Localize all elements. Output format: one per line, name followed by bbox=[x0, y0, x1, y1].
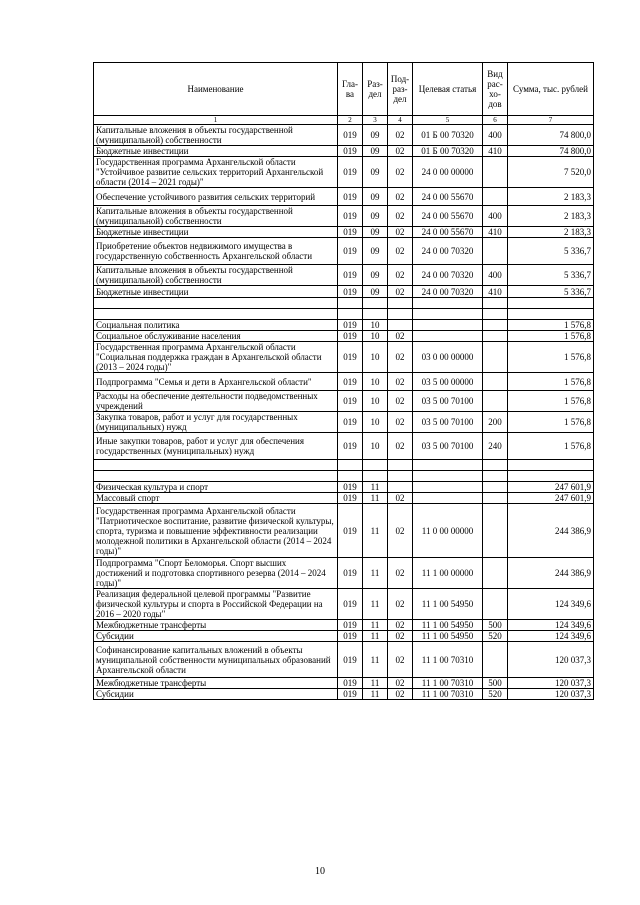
cell-name: Капитальные вложения в объекты государственной (муниципальной) собственности bbox=[94, 265, 338, 286]
cell-subsection: 02 bbox=[388, 342, 413, 373]
cell-section: 09 bbox=[363, 157, 388, 188]
cell-subsection: 02 bbox=[388, 642, 413, 678]
cell-subsection: 02 bbox=[388, 620, 413, 631]
table-row bbox=[94, 331, 594, 342]
table-row bbox=[94, 482, 594, 493]
cell-section: 11 bbox=[363, 504, 388, 558]
spacer-cell bbox=[508, 298, 594, 309]
cell-target: 24 0 00 55670 bbox=[413, 188, 483, 206]
cell-target: 11 1 00 70310 bbox=[413, 642, 483, 678]
cell-sum: 1 576,8 bbox=[508, 433, 594, 460]
cell-target: 01 Б 00 70320 bbox=[413, 125, 483, 146]
cell-chapter: 019 bbox=[338, 238, 363, 265]
spacer-cell bbox=[483, 460, 508, 471]
cell-sum: 2 183,3 bbox=[508, 227, 594, 238]
cell-sum: 5 336,7 bbox=[508, 286, 594, 298]
cell-section: 10 bbox=[363, 412, 388, 433]
cell-subsection: 02 bbox=[388, 631, 413, 642]
cell-name: Иные закупки товаров, работ и услуг для обеспечения государственных (муниципальных) нужд bbox=[94, 433, 338, 460]
cell-sum: 5 336,7 bbox=[508, 265, 594, 286]
cell-target: 24 0 00 55670 bbox=[413, 206, 483, 227]
cell-target: 24 0 00 00000 bbox=[413, 157, 483, 188]
table-row bbox=[94, 642, 594, 678]
cell-section: 11 bbox=[363, 631, 388, 642]
cell-section: 09 bbox=[363, 206, 388, 227]
cell-sum: 2 183,3 bbox=[508, 206, 594, 227]
cell-chapter: 019 bbox=[338, 412, 363, 433]
table-row bbox=[94, 678, 594, 689]
cell-target: 03 5 00 70100 bbox=[413, 412, 483, 433]
cell-target: 03 5 00 00000 bbox=[413, 373, 483, 391]
cell-subsection bbox=[388, 320, 413, 331]
cell-name: Приобретение объектов недвижимого имущества в государственную собственность Архангельской области bbox=[94, 238, 338, 265]
cell-sum: 1 576,8 bbox=[508, 412, 594, 433]
cell-kind bbox=[483, 157, 508, 188]
cell-chapter: 019 bbox=[338, 391, 363, 412]
cell-target: 24 0 00 55670 bbox=[413, 227, 483, 238]
cell-section: 09 bbox=[363, 125, 388, 146]
cell-subsection: 02 bbox=[388, 146, 413, 157]
cell-kind bbox=[483, 373, 508, 391]
table-row bbox=[94, 391, 594, 412]
spacer-cell bbox=[94, 471, 338, 482]
table-row bbox=[94, 558, 594, 589]
table-row bbox=[94, 620, 594, 631]
cell-sum: 74 800,0 bbox=[508, 146, 594, 157]
spacer-cell bbox=[94, 298, 338, 309]
cell-chapter: 019 bbox=[338, 482, 363, 493]
cell-section: 10 bbox=[363, 373, 388, 391]
table-body bbox=[94, 125, 594, 700]
cell-sum: 1 576,8 bbox=[508, 391, 594, 412]
cell-target bbox=[413, 320, 483, 331]
cell-subsection: 02 bbox=[388, 238, 413, 265]
cell-name: Капитальные вложения в объекты государственной (муниципальной) собственности bbox=[94, 125, 338, 146]
table-row bbox=[94, 238, 594, 265]
table-row bbox=[94, 188, 594, 206]
cell-section: 09 bbox=[363, 286, 388, 298]
table-row bbox=[94, 412, 594, 433]
spacer-cell bbox=[338, 471, 363, 482]
cell-section: 09 bbox=[363, 188, 388, 206]
cell-subsection: 02 bbox=[388, 689, 413, 700]
cell-sum: 120 037,3 bbox=[508, 642, 594, 678]
cell-section: 11 bbox=[363, 689, 388, 700]
header-kind: Вид рас-хо-дов bbox=[483, 63, 508, 116]
cell-chapter: 019 bbox=[338, 493, 363, 504]
cell-target: 11 1 00 00000 bbox=[413, 558, 483, 589]
cell-target: 24 0 00 70320 bbox=[413, 286, 483, 298]
spacer-cell bbox=[413, 309, 483, 320]
cell-sum: 74 800,0 bbox=[508, 125, 594, 146]
cell-chapter: 019 bbox=[338, 227, 363, 238]
cell-chapter: 019 bbox=[338, 642, 363, 678]
cell-name: Бюджетные инвестиции bbox=[94, 227, 338, 238]
cell-name: Социальная политика bbox=[94, 320, 338, 331]
cell-name: Капитальные вложения в объекты государственной (муниципальной) собственности bbox=[94, 206, 338, 227]
column-number: 2 bbox=[338, 116, 363, 125]
cell-sum: 1 576,8 bbox=[508, 342, 594, 373]
cell-sum: 1 576,8 bbox=[508, 331, 594, 342]
cell-chapter: 019 bbox=[338, 620, 363, 631]
header-sum: Сумма, тыс. рублей bbox=[508, 63, 594, 116]
spacer-row bbox=[94, 460, 594, 471]
cell-subsection: 02 bbox=[388, 157, 413, 188]
cell-target: 11 0 00 00000 bbox=[413, 504, 483, 558]
table-row bbox=[94, 320, 594, 331]
cell-kind bbox=[483, 642, 508, 678]
spacer-cell bbox=[508, 471, 594, 482]
cell-kind bbox=[483, 391, 508, 412]
table-row bbox=[94, 146, 594, 157]
cell-section: 10 bbox=[363, 433, 388, 460]
column-number: 5 bbox=[413, 116, 483, 125]
cell-kind: 500 bbox=[483, 620, 508, 631]
cell-subsection: 02 bbox=[388, 265, 413, 286]
header-section: Раз-дел bbox=[363, 63, 388, 116]
spacer-row bbox=[94, 471, 594, 482]
cell-kind bbox=[483, 331, 508, 342]
cell-chapter: 019 bbox=[338, 342, 363, 373]
cell-target: 11 1 00 54950 bbox=[413, 620, 483, 631]
cell-chapter: 019 bbox=[338, 206, 363, 227]
table-row bbox=[94, 689, 594, 700]
cell-section: 11 bbox=[363, 678, 388, 689]
cell-subsection bbox=[388, 482, 413, 493]
cell-target: 11 1 00 70310 bbox=[413, 678, 483, 689]
table-row bbox=[94, 504, 594, 558]
cell-name: Субсидии bbox=[94, 689, 338, 700]
cell-subsection: 02 bbox=[388, 412, 413, 433]
spacer-cell bbox=[413, 298, 483, 309]
table-row bbox=[94, 631, 594, 642]
table-row bbox=[94, 433, 594, 460]
cell-target: 24 0 00 70320 bbox=[413, 265, 483, 286]
cell-name: Социальное обслуживание населения bbox=[94, 331, 338, 342]
cell-sum: 247 601,9 bbox=[508, 482, 594, 493]
cell-name: Реализация федеральной целевой программы "Развитие физической культуры и спорта в Российской Федерации на 2016 – 2020 годы" bbox=[94, 589, 338, 620]
table-row bbox=[94, 589, 594, 620]
cell-kind: 520 bbox=[483, 689, 508, 700]
cell-kind: 400 bbox=[483, 125, 508, 146]
cell-sum: 124 349,6 bbox=[508, 620, 594, 631]
cell-chapter: 019 bbox=[338, 331, 363, 342]
cell-kind bbox=[483, 493, 508, 504]
cell-kind bbox=[483, 188, 508, 206]
cell-subsection: 02 bbox=[388, 558, 413, 589]
cell-section: 11 bbox=[363, 493, 388, 504]
cell-kind: 500 bbox=[483, 678, 508, 689]
cell-name: Бюджетные инвестиции bbox=[94, 286, 338, 298]
cell-sum: 120 037,3 bbox=[508, 678, 594, 689]
cell-chapter: 019 bbox=[338, 433, 363, 460]
table-row bbox=[94, 227, 594, 238]
spacer-cell bbox=[508, 460, 594, 471]
cell-subsection: 02 bbox=[388, 504, 413, 558]
cell-chapter: 019 bbox=[338, 146, 363, 157]
cell-subsection: 02 bbox=[388, 373, 413, 391]
cell-subsection: 02 bbox=[388, 286, 413, 298]
column-numbers-row bbox=[94, 116, 594, 125]
cell-subsection: 02 bbox=[388, 125, 413, 146]
cell-name: Подпрограмма "Семья и дети в Архангельской области" bbox=[94, 373, 338, 391]
cell-target: 03 0 00 00000 bbox=[413, 342, 483, 373]
cell-subsection: 02 bbox=[388, 227, 413, 238]
cell-target bbox=[413, 482, 483, 493]
cell-section: 09 bbox=[363, 238, 388, 265]
cell-chapter: 019 bbox=[338, 125, 363, 146]
cell-sum: 120 037,3 bbox=[508, 689, 594, 700]
spacer-cell bbox=[413, 460, 483, 471]
cell-name: Расходы на обеспечение деятельности подведомственных учреждений bbox=[94, 391, 338, 412]
cell-kind: 400 bbox=[483, 206, 508, 227]
column-number: 6 bbox=[483, 116, 508, 125]
spacer-cell bbox=[363, 471, 388, 482]
spacer-row bbox=[94, 298, 594, 309]
spacer-cell bbox=[338, 460, 363, 471]
cell-kind: 520 bbox=[483, 631, 508, 642]
cell-chapter: 019 bbox=[338, 589, 363, 620]
cell-kind: 410 bbox=[483, 286, 508, 298]
cell-chapter: 019 bbox=[338, 188, 363, 206]
cell-sum: 124 349,6 bbox=[508, 589, 594, 620]
cell-sum: 124 349,6 bbox=[508, 631, 594, 642]
cell-name: Государственная программа Архангельской области "Патриотическое воспитание, развитие физической культуры, спорта, туризма и повышение эффективности реализации молодежной политики в Архангельской области (2014 – 2024 годы)" bbox=[94, 504, 338, 558]
cell-sum: 1 576,8 bbox=[508, 373, 594, 391]
spacer-cell bbox=[483, 471, 508, 482]
header-target: Целевая статья bbox=[413, 63, 483, 116]
cell-chapter: 019 bbox=[338, 320, 363, 331]
spacer-cell bbox=[94, 309, 338, 320]
cell-section: 11 bbox=[363, 589, 388, 620]
column-number: 3 bbox=[363, 116, 388, 125]
spacer-cell bbox=[413, 471, 483, 482]
table-row bbox=[94, 157, 594, 188]
cell-target: 11 1 00 54950 bbox=[413, 631, 483, 642]
cell-chapter: 019 bbox=[338, 286, 363, 298]
cell-sum: 5 336,7 bbox=[508, 238, 594, 265]
cell-name: Бюджетные инвестиции bbox=[94, 146, 338, 157]
cell-name: Межбюджетные трансферты bbox=[94, 620, 338, 631]
table-row bbox=[94, 493, 594, 504]
cell-subsection: 02 bbox=[388, 433, 413, 460]
spacer-cell bbox=[338, 309, 363, 320]
cell-chapter: 019 bbox=[338, 265, 363, 286]
cell-sum: 7 520,0 bbox=[508, 157, 594, 188]
cell-chapter: 019 bbox=[338, 373, 363, 391]
table-row bbox=[94, 286, 594, 298]
header-subsection: Под-раз-дел bbox=[388, 63, 413, 116]
cell-sum: 244 386,9 bbox=[508, 504, 594, 558]
header-chapter: Гла-ва bbox=[338, 63, 363, 116]
cell-chapter: 019 bbox=[338, 157, 363, 188]
cell-sum: 244 386,9 bbox=[508, 558, 594, 589]
cell-sum: 247 601,9 bbox=[508, 493, 594, 504]
cell-name: Подпрограмма "Спорт Беломорья. Спорт высших достижений и подготовка спортивного резерва (2014 – 2024 годы)" bbox=[94, 558, 338, 589]
spacer-cell bbox=[338, 298, 363, 309]
cell-subsection: 02 bbox=[388, 206, 413, 227]
cell-kind bbox=[483, 238, 508, 265]
cell-name: Государственная программа Архангельской области "Устойчивое развитие сельских территорий Архангельской области (2014 – 2021 годы)" bbox=[94, 157, 338, 188]
cell-target bbox=[413, 493, 483, 504]
cell-sum: 1 576,8 bbox=[508, 320, 594, 331]
spacer-cell bbox=[483, 298, 508, 309]
column-number: 4 bbox=[388, 116, 413, 125]
page-number: 10 bbox=[315, 866, 325, 877]
cell-target: 03 5 00 70100 bbox=[413, 433, 483, 460]
cell-name: Государственная программа Архангельской области "Социальная поддержка граждан в Архангельской области (2013 – 2024 годы)" bbox=[94, 342, 338, 373]
spacer-cell bbox=[388, 471, 413, 482]
cell-name: Софинансирование капитальных вложений в объекты муниципальной собственности муниципальных образований Архангельской области bbox=[94, 642, 338, 678]
cell-section: 11 bbox=[363, 558, 388, 589]
cell-chapter: 019 bbox=[338, 678, 363, 689]
table-row bbox=[94, 265, 594, 286]
spacer-cell bbox=[508, 309, 594, 320]
spacer-cell bbox=[94, 460, 338, 471]
spacer-cell bbox=[363, 460, 388, 471]
cell-name: Обеспечение устойчивого развития сельских территорий bbox=[94, 188, 338, 206]
spacer-cell bbox=[363, 309, 388, 320]
table-row bbox=[94, 373, 594, 391]
cell-subsection: 02 bbox=[388, 493, 413, 504]
cell-name: Физическая культура и спорт bbox=[94, 482, 338, 493]
cell-kind: 410 bbox=[483, 146, 508, 157]
cell-target: 03 5 00 70100 bbox=[413, 391, 483, 412]
cell-kind bbox=[483, 320, 508, 331]
cell-section: 10 bbox=[363, 320, 388, 331]
cell-section: 10 bbox=[363, 331, 388, 342]
spacer-row bbox=[94, 309, 594, 320]
cell-kind: 400 bbox=[483, 265, 508, 286]
budget-table bbox=[93, 62, 594, 700]
spacer-cell bbox=[483, 309, 508, 320]
cell-section: 10 bbox=[363, 342, 388, 373]
cell-subsection: 02 bbox=[388, 678, 413, 689]
cell-section: 11 bbox=[363, 642, 388, 678]
cell-subsection: 02 bbox=[388, 391, 413, 412]
spacer-cell bbox=[388, 298, 413, 309]
table-row bbox=[94, 125, 594, 146]
cell-target: 11 1 00 54950 bbox=[413, 589, 483, 620]
cell-target: 11 1 00 70310 bbox=[413, 689, 483, 700]
cell-kind: 240 bbox=[483, 433, 508, 460]
cell-kind bbox=[483, 504, 508, 558]
cell-subsection: 02 bbox=[388, 589, 413, 620]
cell-target bbox=[413, 331, 483, 342]
cell-target: 24 0 00 70320 bbox=[413, 238, 483, 265]
header-row bbox=[94, 63, 594, 116]
table-row bbox=[94, 206, 594, 227]
cell-kind bbox=[483, 342, 508, 373]
cell-kind bbox=[483, 558, 508, 589]
cell-chapter: 019 bbox=[338, 504, 363, 558]
cell-section: 11 bbox=[363, 482, 388, 493]
cell-section: 10 bbox=[363, 391, 388, 412]
cell-name: Субсидии bbox=[94, 631, 338, 642]
cell-kind bbox=[483, 482, 508, 493]
cell-name: Массовый спорт bbox=[94, 493, 338, 504]
cell-section: 09 bbox=[363, 265, 388, 286]
cell-chapter: 019 bbox=[338, 689, 363, 700]
spacer-cell bbox=[388, 460, 413, 471]
cell-target: 01 Б 00 70320 bbox=[413, 146, 483, 157]
cell-sum: 2 183,3 bbox=[508, 188, 594, 206]
cell-name: Закупка товаров, работ и услуг для государственных (муниципальных) нужд bbox=[94, 412, 338, 433]
table-row bbox=[94, 342, 594, 373]
cell-chapter: 019 bbox=[338, 558, 363, 589]
cell-chapter: 019 bbox=[338, 631, 363, 642]
cell-kind bbox=[483, 589, 508, 620]
cell-kind: 410 bbox=[483, 227, 508, 238]
cell-section: 09 bbox=[363, 227, 388, 238]
cell-section: 09 bbox=[363, 146, 388, 157]
column-number: 7 bbox=[508, 116, 594, 125]
cell-subsection: 02 bbox=[388, 331, 413, 342]
cell-subsection: 02 bbox=[388, 188, 413, 206]
spacer-cell bbox=[363, 298, 388, 309]
cell-section: 11 bbox=[363, 620, 388, 631]
cell-kind: 200 bbox=[483, 412, 508, 433]
header-name: Наименование bbox=[94, 63, 338, 116]
cell-name: Межбюджетные трансферты bbox=[94, 678, 338, 689]
spacer-cell bbox=[388, 309, 413, 320]
column-number: 1 bbox=[94, 116, 338, 125]
